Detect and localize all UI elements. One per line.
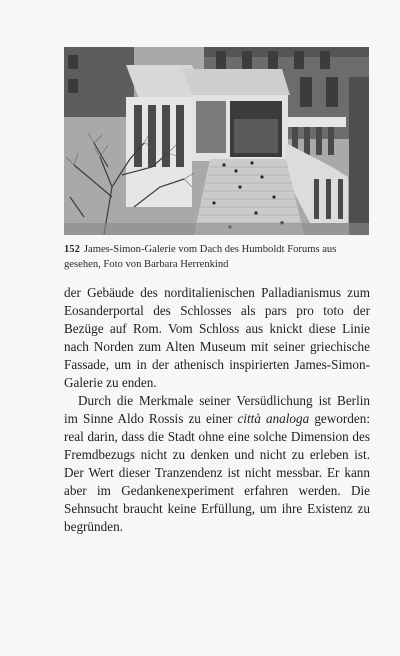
- paragraph-1: der Gebäude des norditalienischen Palladianismus zum Eosanderportal des Schlosses als pars pro toto der Bezüge auf Rom. Vom Schloss aus knickt diese Linie nach Norden zum Alten Museum mit seiner griechische Fassade, um in der athenisch inspirierten James-Simon-Galerie zu enden.: [64, 285, 370, 390]
- building-photo-illustration: [64, 47, 369, 235]
- figure-number: 152: [64, 244, 80, 255]
- paragraph-2-start: Durch die Merkmale seiner Versüdlichung ist Berlin im Sinne Aldo Rossis zu einer: [64, 393, 370, 426]
- figure-photo: [64, 47, 369, 235]
- figure-caption: [64, 242, 370, 272]
- figure-caption-text: James-Simon-Galerie vom Dach des Humboldt Forums aus gesehen, Foto von Barbara Herrenkind: [64, 244, 337, 270]
- paragraph-2: [64, 392, 370, 536]
- paragraph-2-end: geworden: real darin, dass die Stadt ohne eine solche Dimension des Fremdbezugs nicht zu denken und nicht zu erleben ist. Der Wert dieser Tranzendenz ist nicht messbar. Er kann aber im Gedankenexperiment erfahren werden. Die Sehnsucht braucht keine Erfüllung, um ihre Existenz zu begründen.: [64, 411, 370, 534]
- body-text: [64, 284, 370, 536]
- paragraph-2-italic: città analoga: [237, 411, 310, 426]
